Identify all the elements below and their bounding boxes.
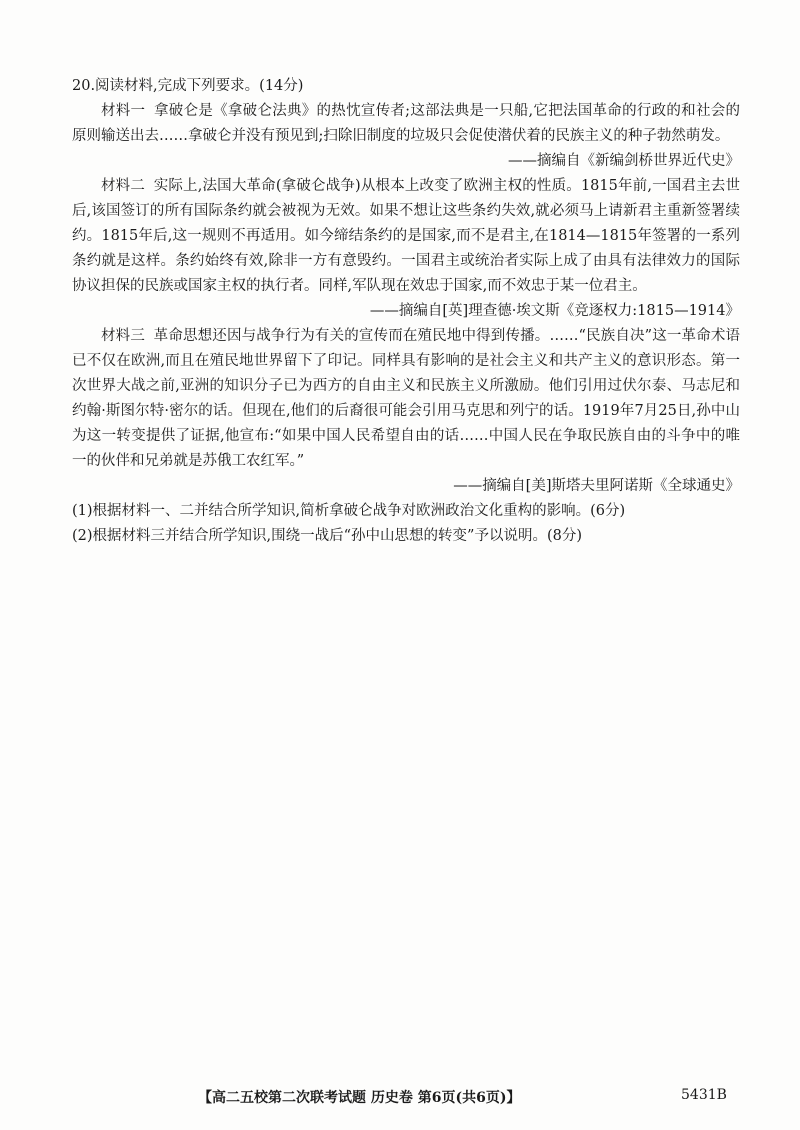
material-3-source: ——摘编自[美]斯塔夫里阿诺斯《全球通史》 <box>453 478 740 494</box>
page-footer <box>0 1087 800 1111</box>
material-1-source: ——摘编自《新编剑桥世界近代史》 <box>508 153 740 169</box>
material-2-text: 实际上,法国大革命(拿破仑战争)从根本上改变了欧洲主权的性质。1815年前,一国君主去世后,该国签订的所有国际条约就会被视为无效。如果不想让这些条约失效,就必须马上请新君主重新签署续约。1815年后,这一规则不再适用。如今缔结条约的是国家,而不是君主,在1814—1815年签署的一系列条约就是这样。条约始终有效,除非一方有意毁约。一国君主或统治者实际上成了由具有法律效力的国际协议担保的民族或国家主权的执行者。同样,军队现在效忠于国家,而不效忠于某一位君主。 <box>72 178 740 294</box>
material-2 <box>72 174 740 299</box>
material-3-label: 材料三 <box>101 328 145 344</box>
task-1: (1)根据材料一、二并结合所学知识,简析拿破仑战争对欧洲政治文化重构的影响。(6分) <box>72 503 626 519</box>
material-1-label: 材料一 <box>101 103 146 119</box>
material-3 <box>72 324 740 474</box>
material-2-source: ——摘编自[英]理查德·埃文斯《竞逐权力:1815—1914》 <box>369 303 740 319</box>
material-1-text: 拿破仑是《拿破仑法典》的热忱宣传者;这部法典是一只船,它把法国革命的行政的和社会的原则输送出去……拿破仑并没有预见到;扫除旧制度的垃圾只会促使潜伏着的民族主义的种子勃然萌发。 <box>72 103 740 144</box>
material-3-text: 革命思想还因与战争行为有关的宣传而在殖民地中得到传播。……“民族自决”这一革命术语已不仅在欧洲,而且在殖民地世界留下了印记。同样具有影响的是社会主义和共产主义的意识形态。第一次世界大战之前,亚洲的知识分子已为西方的自由主义和民族主义所激励。他们引用过伏尔泰、马志尼和约翰·斯图尔特·密尔的话。但现在,他们的后裔很可能会引用马克思和列宁的话。1919年7月25日,孙中山为这一转变提供了证据,他宣布:“如果中国人民希望自由的话……中国人民在争取民族自由的斗争中的唯一的伙伴和兄弟就是苏俄工农红军。” <box>72 328 741 469</box>
material-2-label: 材料二 <box>101 178 146 194</box>
footer-title: 【高二五校第二次联考试题 历史卷 第6页(共6页)】 <box>198 1090 521 1106</box>
footer-code: 5431B <box>681 1087 727 1103</box>
question-header: 20.阅读材料,完成下列要求。(14分) <box>72 78 304 94</box>
material-1 <box>72 99 740 149</box>
question-20 <box>72 74 740 549</box>
task-2: (2)根据材料三并结合所学知识,围绕一战后“孙中山思想的转变”予以说明。(8分) <box>72 528 583 544</box>
